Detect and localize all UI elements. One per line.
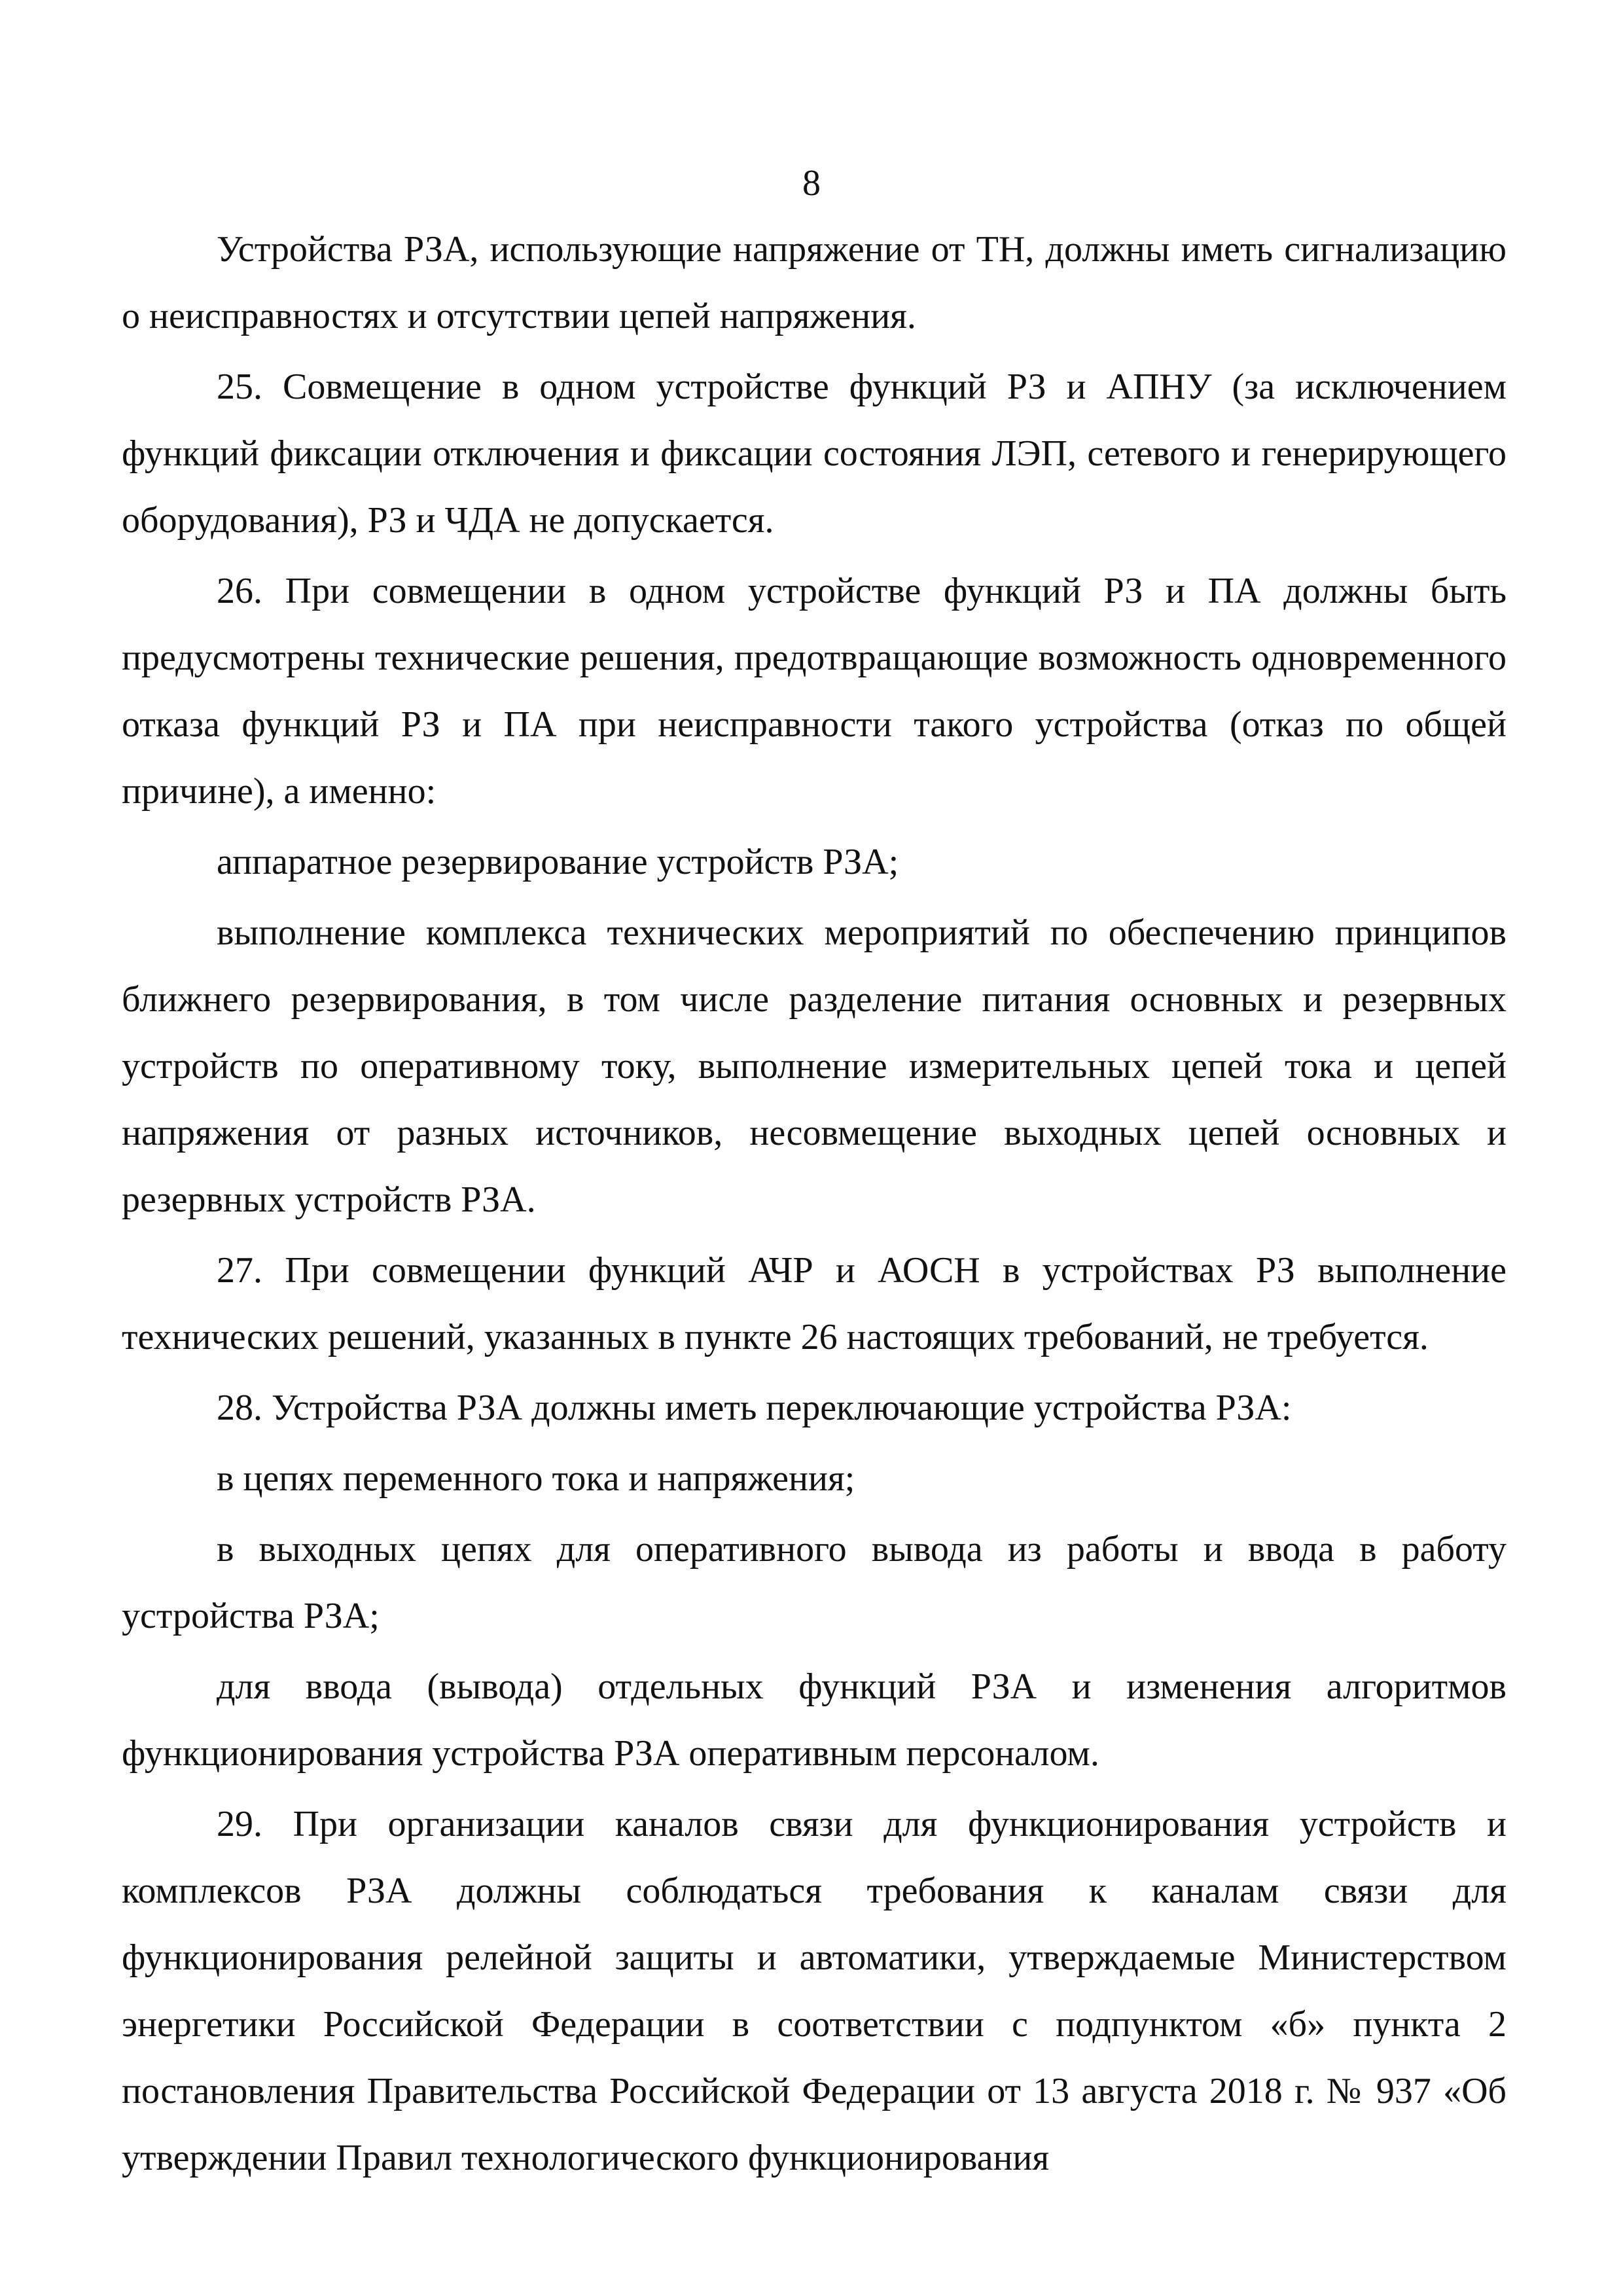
paragraph-29: 29. При организации каналов связи для функционирования устройств и комплексов РЗА должны соблюдаться требования к каналам связи для функционирования релейной защиты и автоматики, утверждаемые Министерством энергетики Российской Федерации в соответствии с подпунктом «б» пункта 2 постановления Правительства Российской Федерации от 13 августа 2018 г. № 937 «Об утверждении Правил технологического функционирования (122, 1804, 1507, 2178)
paragraph-26-item-near-redundancy: выполнение комплекса технических мероприятий по обеспечению принципов ближнего резервирования, в том числе разделение питания основных и резервных устройств по оперативному току, выполнение измерительных цепей тока и цепей напряжения от разных источников, несовмещение выходных цепей основных и резервных устройств РЗА. (122, 912, 1507, 1220)
paragraph-28-item-ac-circuits: в цепях переменного тока и напряжения; (217, 1458, 855, 1499)
paragraph-27: 27. При совмещении функций АЧР и АОСН в устройствах РЗ выполнение технических решений, указанных в пункте 26 настоящих требований, не требуется. (122, 1250, 1507, 1357)
paragraph-28: 28. Устройства РЗА должны иметь переключающие устройства РЗА: (217, 1388, 1292, 1428)
page-number: 8 (802, 163, 821, 204)
paragraph-28-item-output-circuits: в выходных цепях для оперативного вывода из работы и ввода в работу устройства РЗА; (122, 1529, 1507, 1636)
paragraph-26-item-hardware-redundancy: аппаратное резервирование устройств РЗА; (217, 842, 899, 882)
paragraph-25: 25. Совмещение в одном устройстве функций РЗ и АПНУ (за исключением функций фиксации отключения и фиксации состояния ЛЭП, сетевого и генерирующего оборудования), РЗ и ЧДА не допускается. (122, 367, 1507, 541)
paragraph-28-item-functions-switching: для ввода (вывода) отдельных функций РЗА и изменения алгоритмов функционирования устройства РЗА оперативным персоналом. (122, 1666, 1507, 1774)
document-body (122, 216, 1507, 2191)
paragraph-tn-signaling: Устройства РЗА, использующие напряжение от ТН, должны иметь сигнализацию о неисправностях и отсутствии цепей напряжения. (122, 229, 1507, 336)
paragraph-26: 26. При совмещении в одном устройстве функций РЗ и ПА должны быть предусмотрены технические решения, предотвращающие возможность одновременного отказа функций РЗ и ПА при неисправности такого устройства (отказ по общей причине), а именно: (122, 571, 1507, 812)
